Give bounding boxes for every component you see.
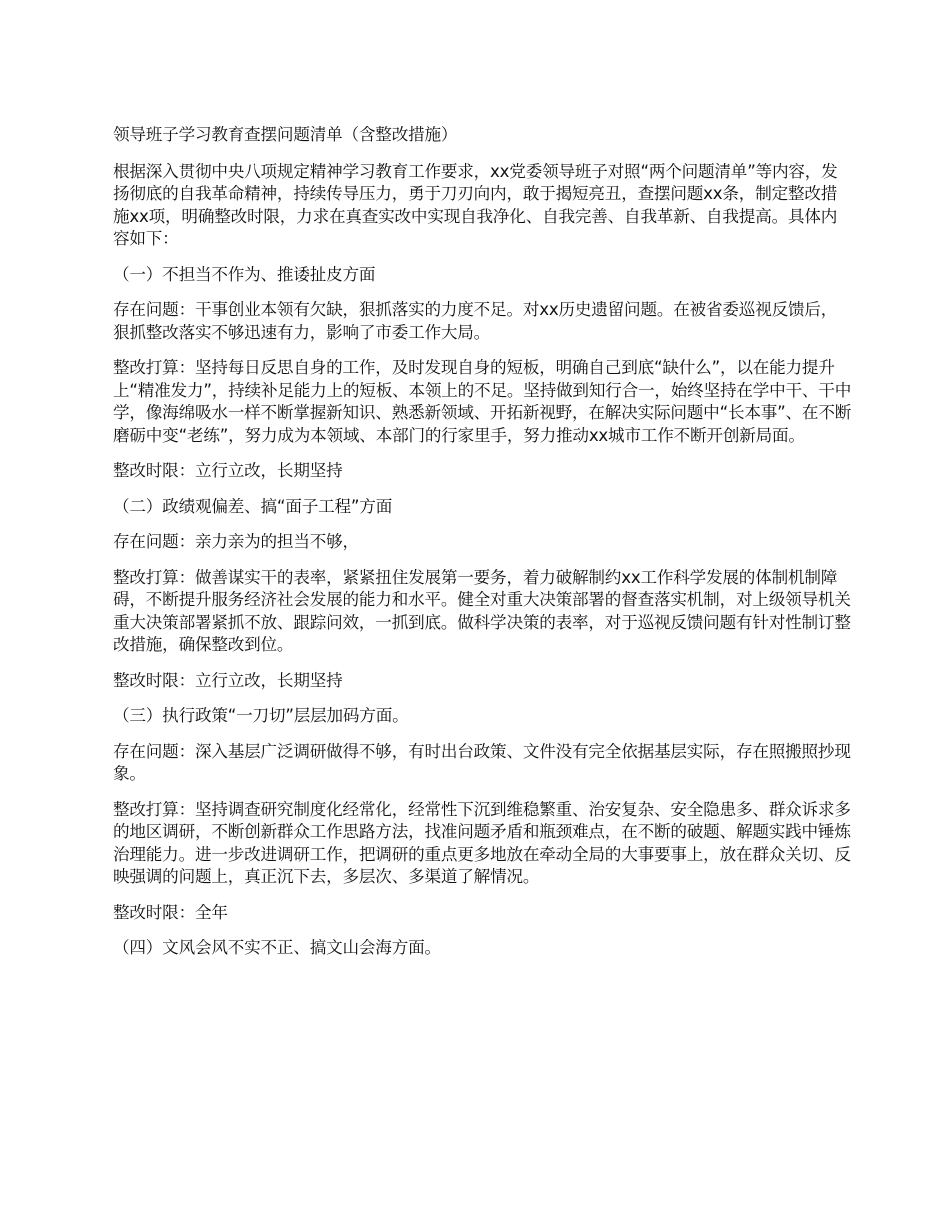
document-page [113, 124, 853, 973]
section-3-plan: 整改打算：坚持调查研究制度化经常化，经常性下沉到维稳繁重、治安复杂、安全隐患多、群众诉求多的地区调研，不断创新群众工作思路方法，找准问题矛盾和瓶颈难点，在不断的破题、解题实践中锤炼治理能力。进一步改进调研工作，把调研的重点更多地放在牵动全局的大事要事上，放在群众关切、反映强调的问题上，真正沉下去，多层次、多渠道了解情况。 [113, 799, 851, 886]
section-1-problem: 存在问题：干事创业本领有欠缺，狠抓落实的力度不足。对xx历史遗留问题。在被省委巡视反馈后，狠抓整改落实不够迅速有力，影响了市委工作大局。 [113, 300, 838, 342]
section-2-heading: （二）政绩观偏差、搞“面子工程”方面 [113, 496, 393, 516]
intro-paragraph: 根据深入贯彻中央八项规定精神学习教育工作要求，xx党委领导班子对照“两个问题清单”等内容，发扬彻底的自我革命精神，持续传导压力，勇于刀刃向内，敢于揭短亮丑，查摆问题xx条，制定整改措施xx项，明确整改时限，力求在真查实改中实现自我净化、自我完善、自我革新、自我提高。具体内容如下： [113, 161, 838, 248]
section-3-problem: 存在问题：深入基层广泛调研做得不够，有时出台政策、文件没有完全依据基层实际，存在照搬照抄现象。 [113, 741, 851, 783]
section-2-problem: 存在问题：亲力亲为的担当不够， [113, 532, 359, 551]
section-2-deadline: 整改时限：立行立改，长期坚持 [113, 670, 343, 690]
section-2-plan: 整改打算：做善谋实干的表率，紧紧扭住发展第一要务，着力破解制约xx工作科学发展的体制机制障碍，不断提升服务经济社会发展的能力和水平。健全对重大决策部署的督查落实机制，对上级领导机关重大决策部署紧抓不放、跟踪问效，一抓到底。做科学决策的表率，对于巡视反馈问题有针对性制订整改措施，确保整改到位。 [113, 567, 851, 654]
section-1-deadline: 整改时限：立行立改，长期坚持 [113, 461, 343, 480]
section-1-heading: （一）不担当不作为、推诿扯皮方面 [113, 264, 376, 284]
section-3-deadline: 整改时限：全年 [113, 902, 228, 922]
section-4-heading: （四）文风会风不实不正、搞文山会海方面。 [113, 938, 441, 957]
section-3-heading: （三）执行政策“一刀切”层层加码方面。 [113, 706, 409, 725]
section-1-plan: 整改打算：坚持每日反思自身的工作，及时发现自身的短板，明确自己到底“缺什么”，以在能力提升上“精准发力”，持续补足能力上的短板、本领上的不足。坚持做到知行合一，始终坚持在学中干、干中学，像海绵吸水一样不断掌握新知识、熟悉新领域、开拓新视野，在解决实际问题中“长本事”、在不断磨砺中变“老练”，努力成为本领域、本部门的行家里手，努力推动xx城市工作不断开创新局面。 [113, 358, 852, 445]
document-title: 领导班子学习教育查摆问题清单（含整改措施） [113, 125, 458, 144]
